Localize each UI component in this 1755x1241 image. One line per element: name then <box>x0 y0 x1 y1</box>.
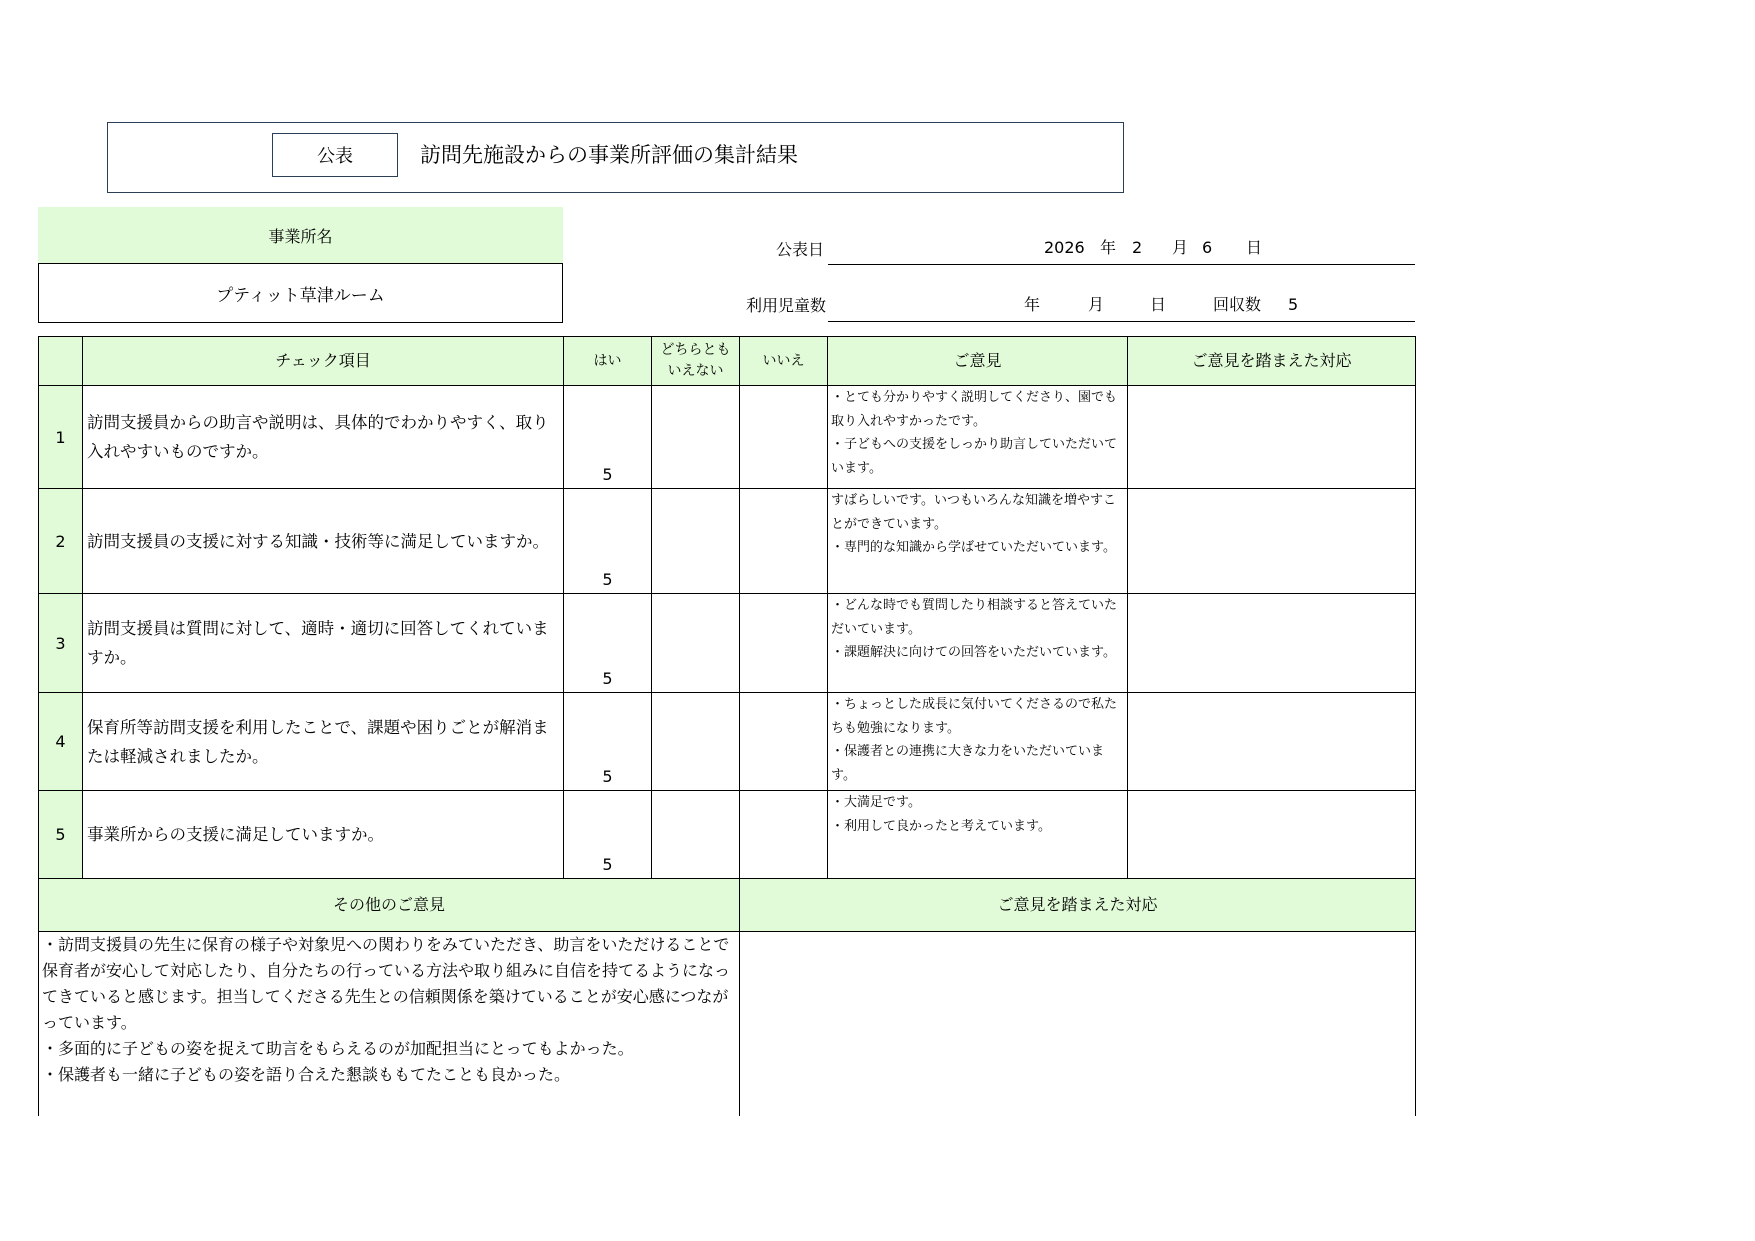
opinion-line: ・大満足です。 <box>831 795 921 810</box>
row-yes-count: 5 <box>563 692 652 791</box>
header-yes: はい <box>563 336 652 386</box>
row-number: 3 <box>38 593 83 693</box>
collected-value: 5 <box>1288 295 1299 314</box>
row-response <box>1127 488 1416 594</box>
publication-date-label: 公表日 <box>776 240 825 259</box>
header-opinion: ご意見 <box>827 336 1128 386</box>
publication-year-unit: 年 <box>1100 238 1117 257</box>
row-no-count <box>739 692 828 791</box>
row-question: 保育所等訪問支援を利用したことで、課題や困りごとが解消または軽減されましたか。 <box>82 692 564 791</box>
publication-year: 2026 <box>1044 238 1085 257</box>
row-number: 2 <box>38 488 83 594</box>
usage-count-label: 利用児童数 <box>746 296 827 315</box>
opinion-line: ・子どもへの支援をしっかり助言していただいています。 <box>831 437 1118 476</box>
header-no: いいえ <box>739 336 828 386</box>
row-opinion <box>827 593 1128 693</box>
header-response: ご意見を踏まえた対応 <box>1127 336 1416 386</box>
row-no-count <box>739 488 828 594</box>
row-question: 訪問支援員からの助言や説明は、具体的でわかりやすく、取り入れやすいものですか。 <box>82 385 564 489</box>
usage-month-unit: 月 <box>1088 295 1105 314</box>
row-no-count <box>739 385 828 489</box>
opinion-line: ・保護者との連携に大きな力をいただいています。 <box>831 744 1105 783</box>
row-no-count <box>739 790 828 879</box>
public-badge: 公表 <box>272 133 398 177</box>
publication-date-line <box>828 264 1415 265</box>
row-neutral-count <box>651 488 740 594</box>
row-opinion <box>827 790 1128 879</box>
row-response <box>1127 790 1416 879</box>
office-label: 事業所名 <box>38 207 563 264</box>
other-opinion-line: ・訪問支援員の先生に保育の様子や対象児への関わりをみていただき、助言をいただけることで保育者が安心して対応したり、自分たちの行っている方法や取り組みに自信を持てるようになってきていると感じます。担当してくださる先生との信頼関係を築けていることが安心感につながっています。 <box>42 935 731 1032</box>
row-yes-count: 5 <box>563 593 652 693</box>
row-question: 事業所からの支援に満足していますか。 <box>82 790 564 879</box>
row-yes-count: 5 <box>563 488 652 594</box>
row-opinion <box>827 692 1128 791</box>
row-opinion <box>827 488 1128 594</box>
other-response-header: ご意見を踏まえた対応 <box>739 878 1416 932</box>
opinion-line: ・課題解決に向けての回答をいただいています。 <box>831 645 1116 660</box>
row-number: 1 <box>38 385 83 489</box>
other-response-body <box>739 931 1416 1116</box>
publication-day: 6 <box>1202 238 1213 257</box>
row-response <box>1127 593 1416 693</box>
row-no-count <box>739 593 828 693</box>
collected-label: 回収数 <box>1213 295 1262 314</box>
opinion-line: すばらしいです。いつもいろんな知識を増やすことができています。 <box>831 493 1116 532</box>
row-opinion <box>827 385 1128 489</box>
row-neutral-count <box>651 593 740 693</box>
other-opinion-line: ・多面的に子どもの姿を捉えて助言をもらえるのが加配担当にとってもよかった。 <box>42 1039 634 1058</box>
row-neutral-count <box>651 790 740 879</box>
row-neutral-count <box>651 692 740 791</box>
usage-year-unit: 年 <box>1024 295 1041 314</box>
opinion-line: ・ちょっとした成長に気付いてくださるので私たちも勉強になります。 <box>831 697 1118 736</box>
row-question: 訪問支援員の支援に対する知識・技術等に満足していますか。 <box>82 488 564 594</box>
row-response <box>1127 692 1416 791</box>
other-opinions-body <box>38 931 740 1116</box>
usage-count-line <box>828 321 1415 322</box>
header-number-cell <box>38 336 83 386</box>
row-number: 5 <box>38 790 83 879</box>
publication-month: 2 <box>1132 238 1143 257</box>
opinion-line: ・とても分かりやすく説明してくださり、園でも取り入れやすかったです。 <box>831 390 1118 429</box>
row-question: 訪問支援員は質問に対して、適時・適切に回答してくれていますか。 <box>82 593 564 693</box>
opinion-line: ・専門的な知識から学ばせていただいています。 <box>831 540 1116 555</box>
header-neutral: どちらともいえない <box>651 336 740 386</box>
header-check-item: チェック項目 <box>82 336 564 386</box>
usage-day-unit: 日 <box>1150 295 1167 314</box>
other-opinion-line: ・保護者も一緒に子どもの姿を語り合えた懇談ももてたことも良かった。 <box>42 1065 571 1084</box>
page-title: 訪問先施設からの事業所評価の集計結果 <box>420 143 798 167</box>
row-neutral-count <box>651 385 740 489</box>
opinion-line: ・利用して良かったと考えています。 <box>831 818 1051 834</box>
other-opinions-header: その他のご意見 <box>38 878 740 932</box>
row-number: 4 <box>38 692 83 791</box>
opinion-line: ・どんな時でも質問したり相談すると答えていただいています。 <box>831 598 1118 637</box>
row-response <box>1127 385 1416 489</box>
row-yes-count: 5 <box>563 385 652 489</box>
publication-month-unit: 月 <box>1172 238 1189 257</box>
publication-day-unit: 日 <box>1246 238 1263 257</box>
office-name: プティット草津ルーム <box>216 286 385 306</box>
row-yes-count: 5 <box>563 790 652 879</box>
